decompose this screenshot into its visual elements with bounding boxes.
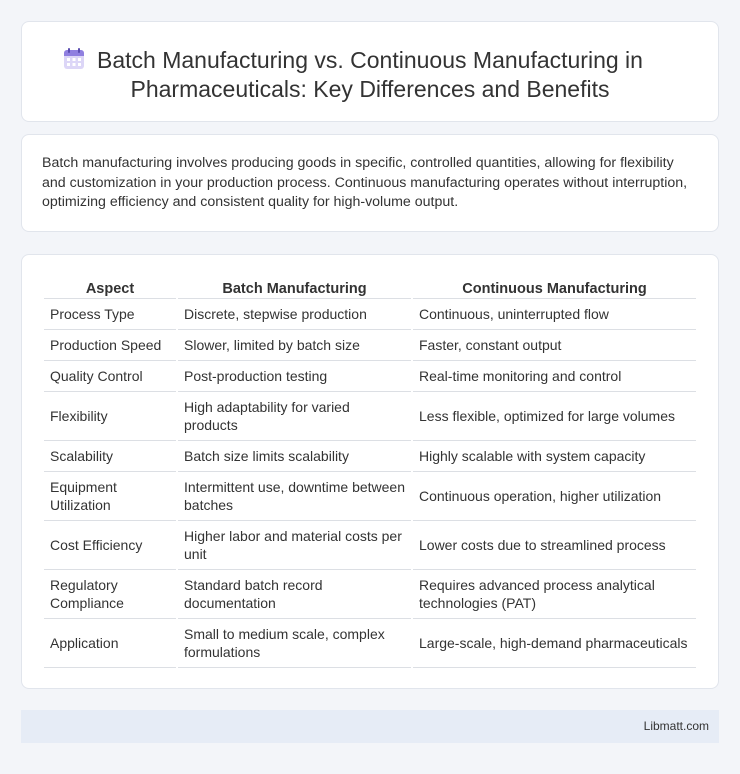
cell-aspect: Quality Control bbox=[44, 361, 176, 392]
cell-batch: Post-production testing bbox=[178, 361, 411, 392]
page-title bbox=[22, 46, 718, 104]
table-row bbox=[44, 521, 696, 570]
cell-aspect: Process Type bbox=[44, 299, 176, 330]
cell-continuous: Continuous operation, higher utilization bbox=[413, 472, 696, 521]
cell-continuous: Less flexible, optimized for large volumes bbox=[413, 392, 696, 441]
table-row bbox=[44, 619, 696, 668]
table-header-row bbox=[44, 275, 696, 299]
table-row bbox=[44, 472, 696, 521]
cell-batch: High adaptability for varied products bbox=[178, 392, 411, 441]
cell-continuous: Faster, constant output bbox=[413, 330, 696, 361]
header-aspect: Aspect bbox=[44, 275, 176, 299]
title-card bbox=[21, 21, 719, 122]
cell-aspect: Scalability bbox=[44, 441, 176, 472]
cell-continuous: Real-time monitoring and control bbox=[413, 361, 696, 392]
comparison-table bbox=[42, 275, 698, 668]
table-row bbox=[44, 392, 696, 441]
cell-continuous: Requires advanced process analytical technologies (PAT) bbox=[413, 570, 696, 619]
cell-aspect: Application bbox=[44, 619, 176, 668]
cell-aspect: Equipment Utilization bbox=[44, 472, 176, 521]
table-row bbox=[44, 441, 696, 472]
cell-batch: Higher labor and material costs per unit bbox=[178, 521, 411, 570]
cell-aspect: Production Speed bbox=[44, 330, 176, 361]
cell-batch: Batch size limits scalability bbox=[178, 441, 411, 472]
cell-continuous: Lower costs due to streamlined process bbox=[413, 521, 696, 570]
header-batch: Batch Manufacturing bbox=[178, 275, 411, 299]
cell-continuous: Highly scalable with system capacity bbox=[413, 441, 696, 472]
page-title-line-2: Pharmaceuticals: Key Differences and Benefits bbox=[130, 76, 610, 102]
cell-continuous: Continuous, uninterrupted flow bbox=[413, 299, 696, 330]
footer-brand: Libmatt.com bbox=[643, 719, 709, 733]
cell-batch: Intermittent use, downtime between batches bbox=[178, 472, 411, 521]
page-title-line-1: Batch Manufacturing vs. Continuous Manufacturing in bbox=[97, 47, 643, 73]
intro-paragraph: Batch manufacturing involves producing goods in specific, controlled quantities, allowing for flexibility and customization in your production process. Continuous manufacturing operates without interruption, optimizing efficiency and consistent quality for high-volume output. bbox=[42, 155, 688, 210]
cell-aspect: Flexibility bbox=[44, 392, 176, 441]
table-row bbox=[44, 570, 696, 619]
intro-card bbox=[21, 134, 719, 232]
header-continuous: Continuous Manufacturing bbox=[413, 275, 696, 299]
table-row bbox=[44, 299, 696, 330]
comparison-card bbox=[21, 254, 719, 689]
table-row bbox=[44, 361, 696, 392]
cell-batch: Slower, limited by batch size bbox=[178, 330, 411, 361]
table-row bbox=[44, 330, 696, 361]
cell-batch: Small to medium scale, complex formulations bbox=[178, 619, 411, 668]
cell-batch: Discrete, stepwise production bbox=[178, 299, 411, 330]
cell-aspect: Regulatory Compliance bbox=[44, 570, 176, 619]
cell-continuous: Large-scale, high-demand pharmaceuticals bbox=[413, 619, 696, 668]
cell-aspect: Cost Efficiency bbox=[44, 521, 176, 570]
cell-batch: Standard batch record documentation bbox=[178, 570, 411, 619]
footer-bar bbox=[21, 710, 719, 743]
